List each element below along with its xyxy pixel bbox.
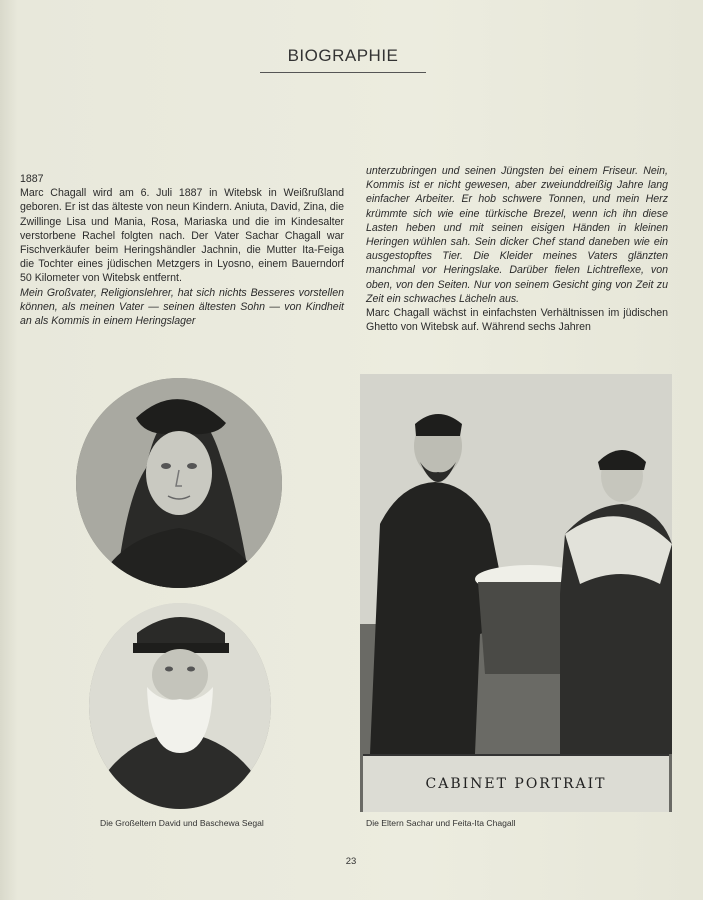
quote-paragraph-start: Mein Großvater, Religionslehrer, hat sich nichts Besseres vorstellen können, als meinen Vater — seinen ältesten Sohn — von Kindheit an als Kommis in einem Heringslager bbox=[20, 286, 344, 328]
biography-paragraph: Marc Chagall wird am 6. Juli 1887 in Witebsk in Weißrußland geboren. Er ist das älteste von neun Kindern. Aniuta, David, Zina, die Zwillinge Lisa und Mania, Rosa, Mariaska und die im Kindesalter verstorbene Rachel folgten nach. Der Vater Sachar Chagall war Fischverkäufer beim Heringshändler Jachnin, die Mutter Ita-Feiga die Tochter eines jüdischen Metzgers in Lyosno, einem Bauerndorf 50 Kilometer von Witebsk entfernt. bbox=[20, 187, 344, 285]
banner-text: CABINET PORTRAIT bbox=[425, 776, 607, 792]
cabinet-portrait-banner bbox=[363, 754, 669, 812]
parents-portrait-drawing bbox=[360, 374, 672, 812]
page-number: 23 bbox=[345, 856, 357, 867]
grandparents-caption: Die Großeltern David und Baschewa Segal bbox=[100, 818, 264, 828]
grandfather-portrait-photo bbox=[89, 603, 271, 809]
grandfather-portrait-drawing bbox=[89, 603, 271, 809]
title-underline bbox=[260, 72, 426, 73]
biography-paragraph-continued: Marc Chagall wächst in einfachsten Verhältnissen im jüdischen Ghetto von Witebsk auf. Während sechs Jahren bbox=[366, 307, 668, 334]
year-heading: 1887 bbox=[20, 173, 44, 185]
parents-caption: Die Eltern Sachar und Feita-Ita Chagall bbox=[366, 818, 516, 828]
quote-paragraph-end: unterzubringen und seinen Jüngsten bei einem Friseur. Nein, Kommis ist er nicht gewesen, aber zweiunddreißig Jahre lang einfacher Arbeiter. Er hob schwere Tonnen, und mein Herz krümmte sich wie eine türkische Brezel, wenn ich ihn diese Lasten heben und mit seinen eisigen Händen in kleinen Heringen wühlen sah. Sein dicker Chef stand daneben wie ein ausgestopftes Tier. Die Kleider meines Vaters glänzten manchmal vor Heringslake. Darüber fielen Lichtreflexe, von oben, von den Seiten. Nur von seinem Gesicht ging von Zeit zu Zeit ein schwaches Lächeln aus. bbox=[366, 165, 668, 305]
grandmother-portrait-photo bbox=[76, 378, 282, 588]
page-title: BIOGRAPHIE bbox=[287, 46, 399, 65]
left-text-column bbox=[20, 172, 344, 328]
grandmother-portrait-drawing bbox=[76, 378, 282, 588]
parents-cabinet-portrait-photo bbox=[360, 374, 672, 812]
right-text-column bbox=[366, 164, 668, 334]
